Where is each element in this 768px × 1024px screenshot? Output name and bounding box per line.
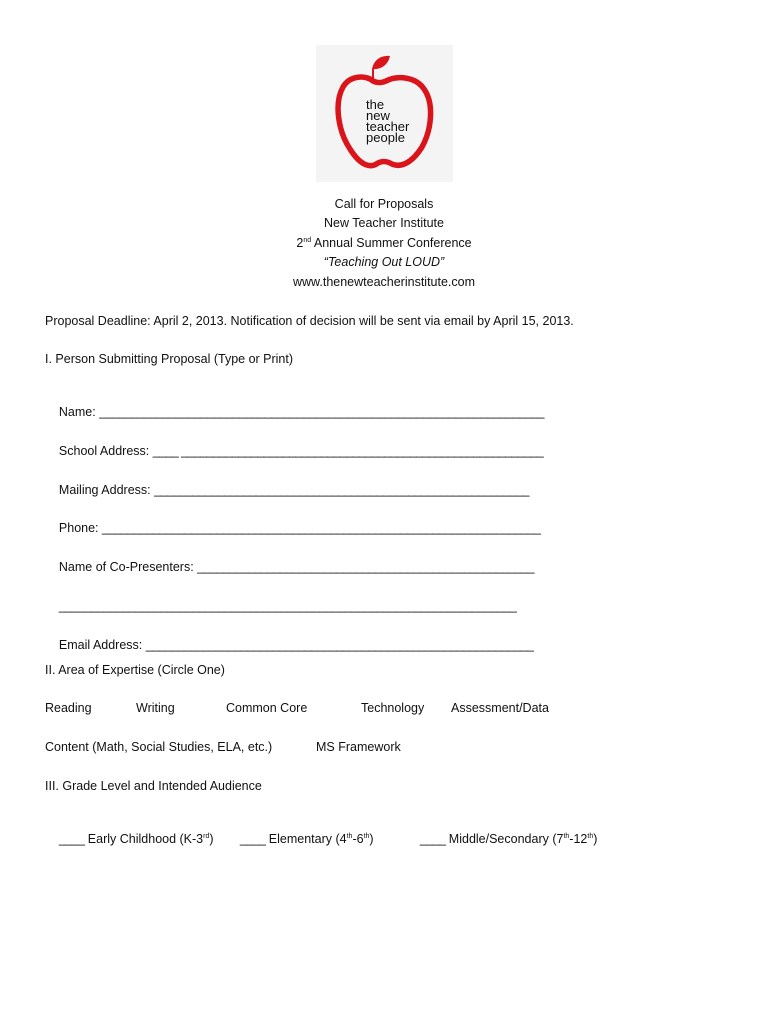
school-address-label: School Address: <box>58 444 153 458</box>
email-address-blank[interactable]: _____________________________________________________________ <box>145 638 534 652</box>
ordinal-suffix: th <box>563 832 570 840</box>
elementary-blank[interactable]: ____ <box>239 832 266 846</box>
elementary-label: Elementary (4 <box>265 832 347 846</box>
mailing-address-label: Mailing Address: <box>58 483 155 497</box>
logo-line: the <box>366 97 385 112</box>
grade-option-middle-secondary[interactable] <box>406 818 597 860</box>
ordinal-suffix: th <box>346 832 353 840</box>
co-presenters-extra-line[interactable] <box>45 585 516 627</box>
email-address-field[interactable] <box>45 624 533 666</box>
section-2-heading: II. Area of Expertise (Circle One) <box>45 663 225 677</box>
expertise-option-common-core[interactable]: Common Core <box>226 701 308 715</box>
header-conference <box>0 236 768 250</box>
expertise-option-writing[interactable]: Writing <box>136 701 175 715</box>
mailing-address-blank[interactable]: ___________________________________________________________ <box>154 483 529 497</box>
conference-name: Annual Summer Conference <box>311 236 472 250</box>
logo-wordmark <box>366 99 446 143</box>
section-1-heading: I. Person Submitting Proposal (Type or Print) <box>45 352 294 366</box>
middle-secondary-blank[interactable]: ____ <box>419 832 446 846</box>
name-field[interactable] <box>45 391 544 433</box>
website-url[interactable]: www.thenewteacherinstitute.com <box>292 275 476 289</box>
expertise-option-content[interactable]: Content (Math, Social Studies, ELA, etc.) <box>45 740 273 754</box>
name-blank[interactable]: ______________________________________________________________________ <box>99 405 544 419</box>
grade-option-elementary[interactable] <box>226 818 374 860</box>
name-label: Name: <box>58 405 100 419</box>
expertise-option-ms-framework[interactable]: MS Framework <box>316 740 401 754</box>
mailing-address-field[interactable] <box>45 469 529 511</box>
phone-field[interactable] <box>45 507 540 549</box>
ordinal-suffix: th <box>363 832 370 840</box>
header-title: Call for Proposals <box>334 197 434 211</box>
early-childhood-label: Early Childhood (K-3 <box>84 832 204 846</box>
section-3-heading: III. Grade Level and Intended Audience <box>45 779 262 793</box>
expertise-option-technology[interactable]: Technology <box>361 701 425 715</box>
middle-secondary-label: Middle/Secondary (7 <box>445 832 564 846</box>
elementary-close: ) <box>369 832 374 846</box>
conference-ordinal-suffix: nd <box>303 236 312 244</box>
ordinal-suffix: rd <box>203 832 210 840</box>
elementary-range: -6 <box>352 832 364 846</box>
logo-line: teacher <box>366 119 410 134</box>
co-presenters-label: Name of Co-Presenters: <box>58 560 198 574</box>
expertise-option-assessment-data[interactable]: Assessment/Data <box>451 701 549 715</box>
early-childhood-close: ) <box>209 832 214 846</box>
early-childhood-blank[interactable]: ____ <box>58 832 85 846</box>
logo-line: people <box>366 130 406 145</box>
expertise-option-reading[interactable]: Reading <box>45 701 92 715</box>
co-presenters-field[interactable] <box>45 546 534 588</box>
proposal-deadline: Proposal Deadline: April 2, 2013. Notification of decision will be sent via email by April 15, 2013. <box>45 314 574 328</box>
email-address-label: Email Address: <box>58 638 146 652</box>
logo-line: new <box>366 108 390 123</box>
co-presenters-blank[interactable]: _____________________________________________________ <box>197 560 534 574</box>
middle-secondary-close: ) <box>593 832 598 846</box>
middle-secondary-range: -12 <box>569 832 588 846</box>
school-address-blank[interactable]: ____ _________________________________________________________ <box>152 444 544 458</box>
ordinal-suffix: th <box>587 832 594 840</box>
grade-option-early-childhood[interactable] <box>45 818 214 860</box>
conference-theme: “Teaching Out LOUD” <box>323 255 445 269</box>
phone-label: Phone: <box>58 521 102 535</box>
header-institute: New Teacher Institute <box>324 216 444 230</box>
phone-blank[interactable]: _____________________________________________________________________ <box>102 521 541 535</box>
conference-ordinal-number: 2 <box>296 236 304 250</box>
school-address-field[interactable] <box>45 430 543 472</box>
co-presenters-extra-blank[interactable]: ________________________________________________________________________ <box>58 599 517 613</box>
new-teacher-people-logo <box>316 45 453 182</box>
